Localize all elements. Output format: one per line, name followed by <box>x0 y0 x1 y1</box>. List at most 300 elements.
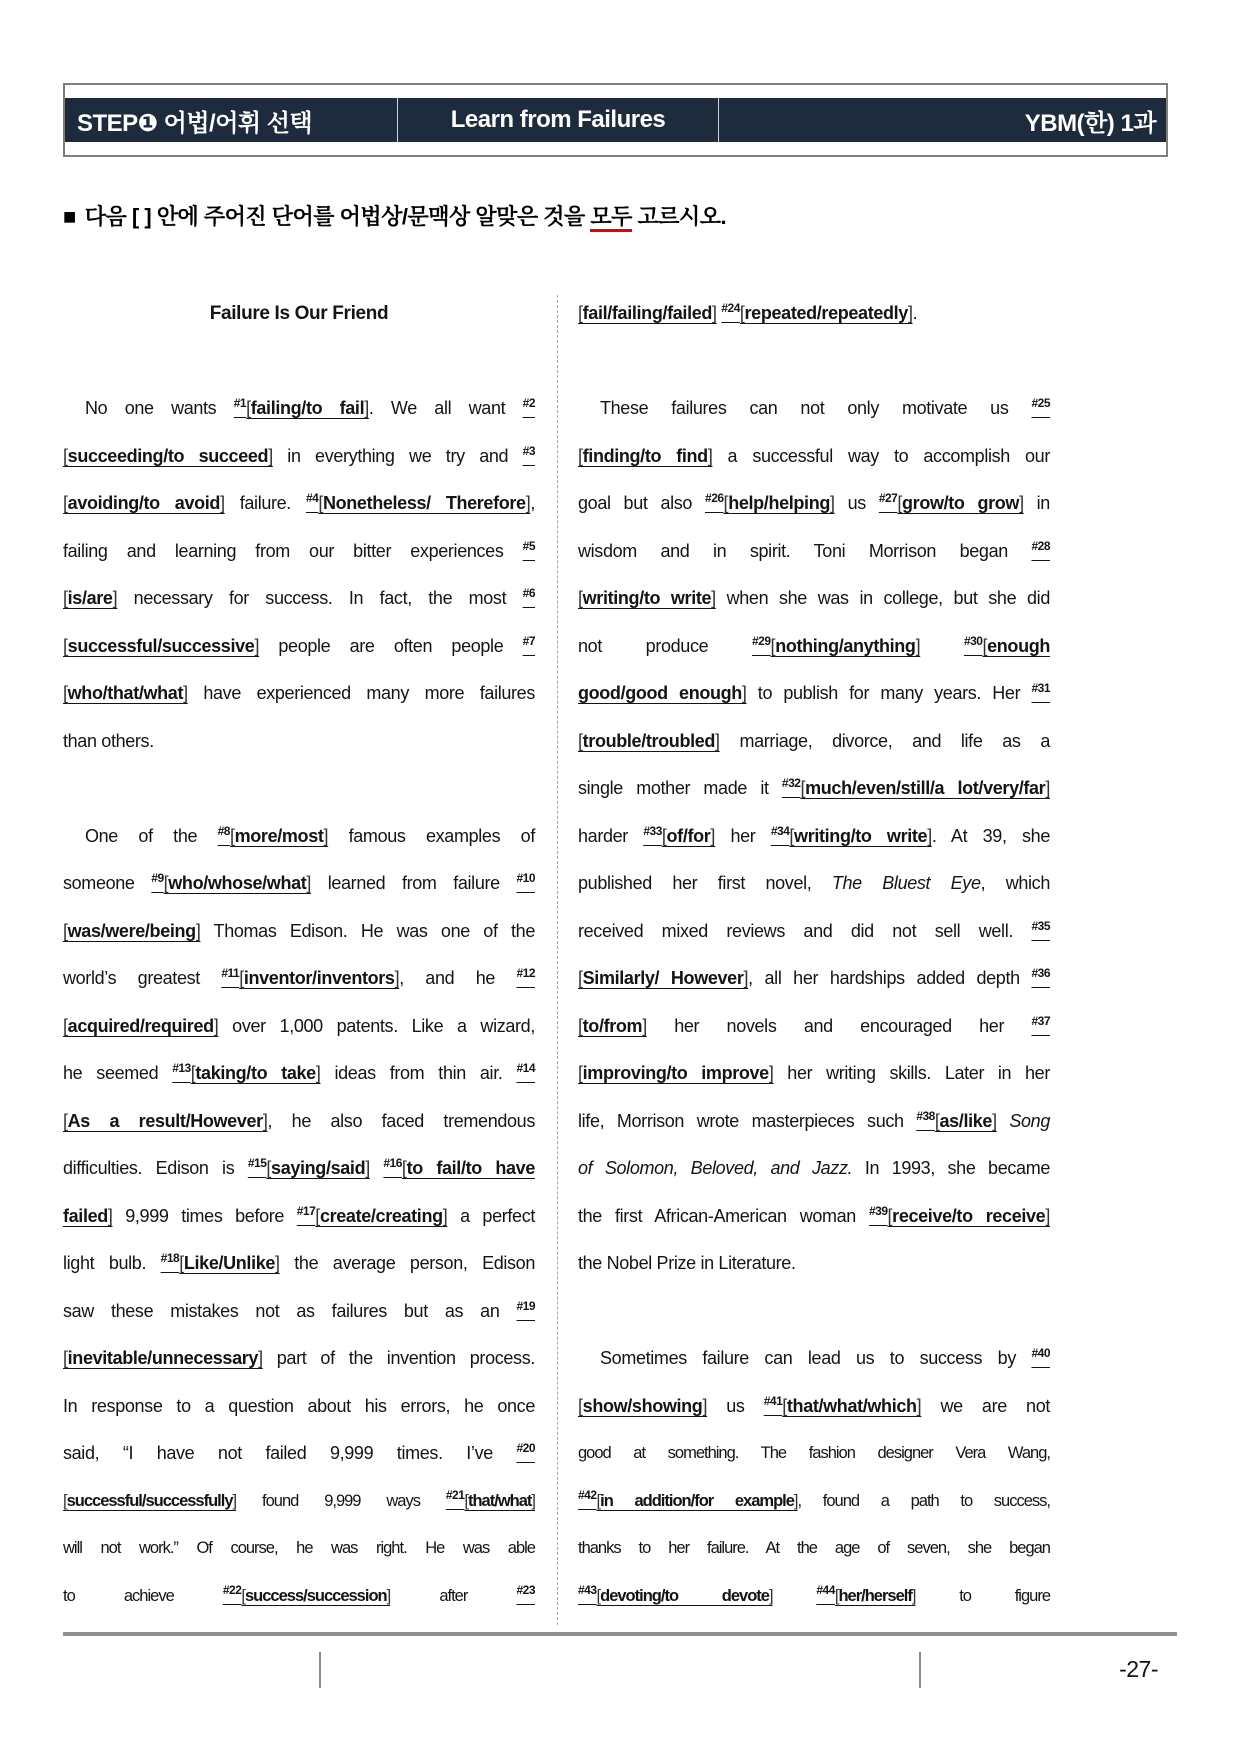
bracket-char: ] <box>1045 1205 1050 1226</box>
instruction-text-post: 고르시오. <box>631 204 727 229</box>
text-run: than others. <box>63 730 154 751</box>
bracket-char: ] <box>254 635 260 656</box>
text-run: In response to a question about his errors, he once <box>63 1395 535 1416</box>
bracket-char: ] <box>213 1015 219 1036</box>
text-run: One of the <box>85 825 218 846</box>
choice-options: successful/successive <box>67 635 255 656</box>
passage-line <box>578 908 1050 956</box>
text-run: These failures can not only motivate us <box>600 398 1032 418</box>
choice-number: #42 <box>578 1487 597 1502</box>
choice-bracket <box>63 1111 267 1131</box>
bracket-char: ] <box>907 303 913 323</box>
bracket-char: ] <box>768 1063 774 1083</box>
bracket-char: [ <box>897 493 903 513</box>
choice-options: that/what/which <box>786 1395 917 1416</box>
instruction-emphasis: 모두 <box>590 204 632 232</box>
choice-number: #40 <box>1031 1346 1050 1360</box>
bracket-char: [ <box>934 1110 940 1131</box>
passage-blank-line <box>578 1288 1050 1336</box>
text-run: wisdom and in spirit. Toni Morrison began <box>578 540 1032 561</box>
choice-bracket <box>241 1587 390 1605</box>
bracket-char: [ <box>63 445 68 466</box>
choice-options: saying/said <box>271 1158 366 1178</box>
choice-bracket <box>578 731 720 751</box>
text-run: people are often people <box>259 635 523 656</box>
choice-bracket <box>578 588 716 608</box>
bracket-char: [ <box>246 398 251 418</box>
text-run: part of the invention process. <box>262 1348 535 1368</box>
bracket-char: [ <box>782 1395 787 1416</box>
passage-line <box>578 528 1050 576</box>
choice-options: that/what <box>467 1491 532 1510</box>
choice-number: #43 <box>578 1582 597 1597</box>
header-step-label: STEP❶ 어법/어휘 선택 <box>77 109 313 137</box>
text-run: in everything we try and <box>272 445 523 466</box>
choice-number: #44 <box>816 1582 835 1597</box>
bracket-char: [ <box>63 1015 68 1036</box>
choice-number: #7 <box>522 633 535 648</box>
passage-line <box>63 433 535 481</box>
passage-blank-line <box>63 338 535 386</box>
passage-line <box>63 623 535 671</box>
bracket-char: [ <box>578 730 583 751</box>
choice-number: #8 <box>217 823 230 838</box>
text-run: world’s greatest <box>63 968 222 988</box>
bracket-char: [ <box>578 303 583 323</box>
passage-line <box>63 1573 535 1621</box>
bracket-char: ] <box>365 1158 370 1178</box>
choice-number: #34 <box>770 823 790 838</box>
choice-options: writing/to write <box>582 588 712 608</box>
bracket-char: [ <box>596 1586 601 1605</box>
text-run: someone <box>63 873 152 893</box>
text-run: will not work.” Of course, he was right. He was able <box>63 1539 535 1557</box>
bracket-char: ] <box>386 1586 391 1605</box>
choice-number: #4 <box>305 491 319 505</box>
bracket-char: ] <box>715 730 720 751</box>
choice-number: #5 <box>522 538 535 553</box>
text-run: good at something. The fashion designer Vera Wang, <box>578 1444 1050 1462</box>
text-run: light bulb. <box>63 1253 161 1273</box>
choice-options: writing/to write <box>794 825 928 846</box>
bracket-char: [ <box>163 873 169 893</box>
passage-line <box>63 1288 535 1336</box>
choice-options: good/good enough <box>578 683 742 703</box>
choice-bracket <box>63 1206 113 1226</box>
bullet-square-icon: ■ <box>63 204 76 229</box>
footer-rule <box>63 1632 1177 1636</box>
choice-number: #11 <box>221 966 240 980</box>
passage-line <box>578 860 1050 908</box>
choice-bracket <box>935 1111 997 1131</box>
text-run: published her first novel, <box>578 873 832 893</box>
choice-bracket <box>771 636 921 656</box>
choice-number: #15 <box>247 1156 267 1170</box>
passage-line <box>63 813 535 861</box>
choice-number: #9 <box>151 871 164 885</box>
text-run: said, “I have not failed 9,999 times. I’ve <box>63 1443 517 1463</box>
bracket-char: ] <box>232 1491 237 1510</box>
passage-line <box>578 1383 1050 1431</box>
bracket-char: ] <box>741 683 747 703</box>
text-run <box>773 1587 817 1605</box>
footer-tick-left <box>319 1652 321 1688</box>
bracket-char: ] <box>711 588 716 608</box>
choice-bracket <box>246 398 369 418</box>
bracket-char: ] <box>195 920 201 941</box>
passage-line <box>578 955 1050 1003</box>
bracket-char: [ <box>63 1110 68 1131</box>
choice-number: #21 <box>445 1487 465 1502</box>
choice-bracket <box>63 683 188 703</box>
choice-number: #30 <box>963 633 983 648</box>
bracket-char: ] <box>364 398 369 418</box>
bracket-char: [ <box>578 1015 583 1036</box>
choice-options: successful/successfully <box>66 1491 233 1510</box>
choice-options: who/that/what <box>67 683 184 703</box>
text-run: , and he <box>399 968 517 988</box>
italic-book-title: Song <box>1009 1110 1050 1131</box>
bracket-char: [ <box>464 1491 468 1510</box>
passage-line <box>578 1430 1050 1478</box>
text-run: goal but also <box>578 493 706 513</box>
text-run: . We all want <box>368 398 523 418</box>
header-lesson-title: Learn from Failures <box>397 98 719 142</box>
text-run <box>997 1111 1010 1131</box>
choice-bracket <box>179 1253 280 1273</box>
text-run: a successful way to accomplish our <box>712 445 1050 466</box>
text-run: failing and learning from our bitter experiences <box>63 540 523 561</box>
text-run: . At 39, she <box>931 825 1050 846</box>
text-run: ideas from thin air. <box>320 1063 517 1083</box>
choice-number: #17 <box>296 1203 316 1218</box>
bracket-char: ] <box>1045 778 1050 798</box>
passage-column-left <box>63 290 535 1620</box>
choice-number: #19 <box>516 1298 535 1313</box>
choice-number: #3 <box>522 443 535 458</box>
choice-bracket <box>318 493 530 513</box>
text-run: Sometimes failure can lead us to success by <box>600 1348 1032 1368</box>
text-run: Failure Is Our Friend <box>209 303 389 324</box>
choice-number: #18 <box>160 1251 180 1265</box>
passage-line <box>578 290 1050 338</box>
choice-bracket <box>63 446 273 466</box>
bracket-char: [ <box>739 303 745 323</box>
choice-options: devoting/to devote <box>600 1586 769 1605</box>
text-run: . <box>912 303 918 323</box>
choice-options: acquired/required <box>67 1015 214 1036</box>
bracket-char: ] <box>531 1491 535 1510</box>
bracket-char: ] <box>323 825 329 846</box>
passage-blank-line <box>578 338 1050 386</box>
choice-options: to/from <box>582 1015 643 1036</box>
text-run: after <box>390 1586 517 1605</box>
bracket-char: ] <box>442 1205 448 1226</box>
choice-number: #41 <box>763 1393 783 1408</box>
passage-line <box>578 765 1050 813</box>
passage-column-right <box>578 290 1050 1620</box>
bracket-char: [ <box>190 1063 196 1083</box>
text-run: necessary for success. In fact, the most <box>117 588 523 608</box>
bracket-char: [ <box>266 1158 272 1178</box>
text-run: when she was in college, but she did <box>715 588 1050 608</box>
footer-tick-right <box>919 1652 921 1688</box>
bracket-char: [ <box>800 778 806 798</box>
bracket-char: [ <box>578 445 583 466</box>
choice-bracket <box>740 303 913 323</box>
text-run: , he also faced tremendous <box>267 1110 535 1131</box>
passage-line <box>578 718 1050 766</box>
bracket-char: ] <box>793 1491 798 1510</box>
choice-options: enough <box>987 635 1051 656</box>
text-run: 9,999 times before <box>112 1205 297 1226</box>
choice-options: inventor/inventors <box>243 968 395 988</box>
choice-options: failed <box>63 1205 108 1226</box>
choice-number: #14 <box>516 1061 536 1075</box>
choice-bracket <box>835 1587 916 1605</box>
bracket-char: [ <box>887 1205 893 1226</box>
choice-options: create/creating <box>319 1205 443 1226</box>
choice-options: help/helping <box>728 493 830 513</box>
choice-bracket <box>724 493 835 513</box>
italic-book-title: of Solomon, Beloved, and Jazz. <box>578 1158 853 1178</box>
text-run <box>370 1158 383 1178</box>
choice-number: #31 <box>1031 681 1050 695</box>
choice-options: who/whose/what <box>168 873 307 893</box>
choice-options: more/most <box>234 825 324 846</box>
choice-bracket <box>789 826 931 846</box>
text-run: received mixed reviews and did not sell well. <box>578 920 1032 941</box>
text-run: we are not <box>921 1395 1051 1416</box>
instruction-text-pre: 다음 [ ] 안에 주어진 단어를 어법상/문맥상 알맞은 것을 <box>84 204 591 229</box>
text-run: have experienced many more failures <box>187 683 535 703</box>
text-run: failure. <box>224 493 306 513</box>
header-bar <box>65 98 1166 142</box>
passage-line <box>578 813 1050 861</box>
passage-line <box>63 1050 535 1098</box>
bracket-char: ] <box>306 873 312 893</box>
passage-line <box>578 480 1050 528</box>
choice-options: to fail/to have <box>406 1158 535 1178</box>
text-run: a perfect <box>447 1205 535 1226</box>
choice-bracket <box>191 1063 321 1083</box>
text-run: us <box>834 493 879 513</box>
choice-options: Nonetheless/ Therefore <box>322 493 526 513</box>
bracket-char: ] <box>830 493 835 513</box>
passage-line <box>63 718 535 766</box>
passage-line <box>578 385 1050 433</box>
choice-number: #2 <box>522 396 535 410</box>
choice-options: trouble/troubled <box>582 730 716 751</box>
bracket-char: ] <box>220 493 225 513</box>
passage-line <box>578 1478 1050 1526</box>
text-run: the first African-American woman <box>578 1205 869 1226</box>
passage-line <box>63 385 535 433</box>
text-run: single mother made it <box>578 778 782 798</box>
passage-line <box>63 1240 535 1288</box>
text-run: thanks to her failure. At the age of seven, she began <box>578 1539 1050 1557</box>
bracket-char: ] <box>992 1110 997 1131</box>
passage-line <box>578 1525 1050 1573</box>
bracket-char: ] <box>268 445 273 466</box>
choice-options: her/herself <box>838 1586 912 1605</box>
choice-number: #12 <box>516 966 535 980</box>
choice-bracket <box>578 968 748 988</box>
choice-number: #6 <box>522 586 535 600</box>
choice-number: #33 <box>643 823 662 838</box>
text-run: the average person, Edison <box>279 1253 536 1273</box>
bracket-char: ] <box>275 1253 280 1273</box>
choice-bracket <box>782 1396 921 1416</box>
text-run: marriage, divorce, and life as a <box>719 730 1050 751</box>
bracket-char: ] <box>702 1395 708 1416</box>
bracket-char: [ <box>63 493 68 513</box>
bracket-char: ] <box>258 1348 263 1368</box>
choice-options: in addition/for example <box>600 1491 794 1510</box>
choice-bracket <box>164 873 311 893</box>
bracket-char: ] <box>262 1110 268 1131</box>
passage-line <box>63 1145 535 1193</box>
text-run: the Nobel Prize in Literature. <box>578 1253 796 1273</box>
bracket-char: ] <box>710 825 716 846</box>
bracket-char: [ <box>239 968 244 988</box>
choice-number: #25 <box>1031 396 1050 410</box>
passage-line <box>578 575 1050 623</box>
bracket-char: [ <box>63 1491 67 1510</box>
passage-line <box>63 1478 535 1526</box>
choice-bracket <box>63 588 117 608</box>
bracket-char: ] <box>911 1586 916 1605</box>
text-run: In 1993, she became <box>852 1158 1050 1178</box>
passage-line <box>63 1003 535 1051</box>
choice-options: grow/to grow <box>902 493 1020 513</box>
text-run: found 9,999 ways <box>236 1491 446 1510</box>
passage-line <box>578 1050 1050 1098</box>
choice-number: #16 <box>383 1156 402 1170</box>
bracket-char: ] <box>642 1015 647 1036</box>
passage-line <box>578 670 1050 718</box>
text-run: , found a path to success, <box>797 1491 1050 1510</box>
bracket-char: [ <box>596 1491 601 1510</box>
bracket-char: [ <box>63 683 68 703</box>
choice-bracket <box>897 493 1023 513</box>
bracket-char: ] <box>915 635 921 656</box>
bracket-char: ] <box>712 303 717 323</box>
bracket-char: [ <box>401 1158 407 1178</box>
choice-bracket <box>888 1206 1050 1226</box>
choice-options: show/showing <box>582 1395 703 1416</box>
text-run: he seemed <box>63 1063 173 1083</box>
bracket-char: [ <box>834 1586 839 1605</box>
choice-number: #37 <box>1031 1013 1050 1028</box>
text-run: her writing skills. Later in her <box>773 1063 1050 1083</box>
choice-options: Like/Unlike <box>183 1253 276 1273</box>
text-run: to achieve <box>63 1586 223 1605</box>
choice-number: #32 <box>781 776 801 790</box>
choice-number: #20 <box>516 1441 535 1455</box>
choice-options: of/for <box>666 825 711 846</box>
bracket-char: ] <box>315 1063 321 1083</box>
choice-options: improving/to improve <box>582 1063 769 1083</box>
choice-options: failing/to fail <box>250 398 365 418</box>
choice-bracket <box>63 1348 263 1368</box>
choice-bracket <box>63 1492 236 1510</box>
choice-bracket <box>63 1016 218 1036</box>
bracket-char: [ <box>789 825 795 846</box>
choice-bracket <box>578 1016 647 1036</box>
passage-line <box>63 860 535 908</box>
choice-bracket <box>402 1158 535 1178</box>
bracket-char: ] <box>525 493 531 513</box>
text-run: famous examples of <box>328 825 535 846</box>
passage-line <box>578 1335 1050 1383</box>
passage-line <box>578 623 1050 671</box>
choice-options: succeeding/to succeed <box>67 445 269 466</box>
passage-line <box>63 1383 535 1431</box>
text-run: difficulties. Edison is <box>63 1158 248 1178</box>
bracket-char: ] <box>112 588 118 608</box>
passage-line <box>63 1193 535 1241</box>
text-run: life, Morrison wrote masterpieces such <box>578 1110 917 1131</box>
text-run: to figure <box>915 1586 1050 1605</box>
choice-options: is/are <box>67 588 113 608</box>
passage-blank-line <box>63 765 535 813</box>
text-run: not produce <box>578 635 752 656</box>
italic-book-title: The Bluest Eye <box>831 873 981 893</box>
text-run: us <box>707 1395 764 1416</box>
choice-number: #1 <box>233 396 247 410</box>
choice-bracket <box>800 778 1050 798</box>
choice-options: was/were/being <box>67 920 196 941</box>
header-source-label: YBM(한) 1과 <box>1024 109 1156 137</box>
choice-bracket <box>315 1206 447 1226</box>
choice-number: #13 <box>172 1061 191 1075</box>
bracket-char: ] <box>394 968 400 988</box>
choice-number: #35 <box>1031 918 1050 933</box>
choice-options: success/succession <box>245 1586 387 1605</box>
passage-line <box>578 1098 1050 1146</box>
bracket-char: ] <box>183 683 188 703</box>
choice-options: finding/to find <box>582 445 708 466</box>
choice-bracket <box>239 968 399 988</box>
choice-options: avoiding/to avoid <box>67 493 221 513</box>
bracket-char: [ <box>63 920 68 941</box>
passage-line <box>63 480 535 528</box>
choice-bracket <box>578 683 747 703</box>
choice-number: #27 <box>878 491 898 505</box>
choice-number: #26 <box>705 491 724 505</box>
choice-options: repeated/repeatedly <box>744 303 908 323</box>
passage-line <box>63 955 535 1003</box>
choice-options: inevitable/unnecessary <box>67 1348 259 1368</box>
bracket-char: [ <box>63 635 68 656</box>
passage-title <box>63 290 535 338</box>
bracket-char: [ <box>723 493 729 513</box>
choice-options: nothing/anything <box>775 635 916 656</box>
choice-number: #23 <box>516 1582 535 1597</box>
choice-bracket <box>63 636 259 656</box>
choice-bracket <box>597 1587 773 1605</box>
passage-line <box>63 1525 535 1573</box>
bracket-char: [ <box>241 1586 245 1605</box>
passage-line <box>578 1573 1050 1621</box>
text-run <box>920 636 964 656</box>
choice-number: #10 <box>516 871 535 885</box>
bracket-char: [ <box>578 1395 583 1416</box>
text-run: in <box>1023 493 1050 513</box>
choice-number: #29 <box>752 633 771 648</box>
choice-options: Similarly/ However <box>582 968 744 988</box>
